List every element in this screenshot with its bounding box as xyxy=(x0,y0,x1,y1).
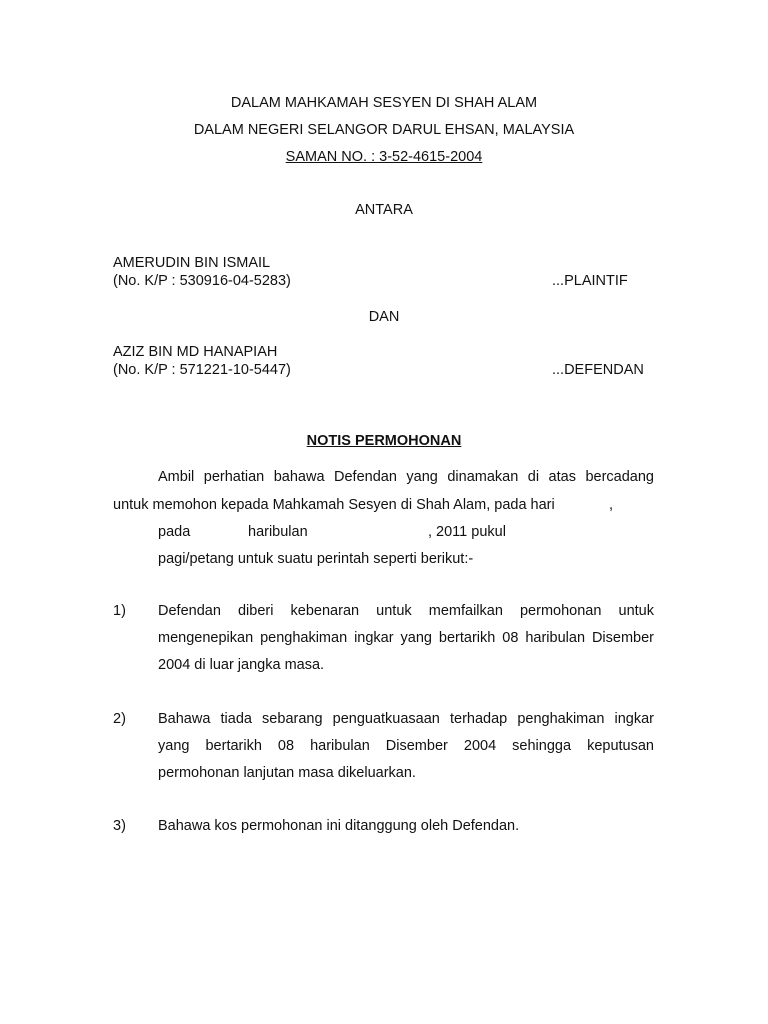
defendant-role: ...DEFENDAN xyxy=(552,362,644,378)
notice-title-text: NOTIS PERMOHONAN xyxy=(306,433,462,449)
case-number xyxy=(0,148,768,166)
order-3-line-1: Bahawa kos permohonan ini ditanggung oleh Defendan. xyxy=(158,818,520,834)
court-heading: DALAM MAHKAMAH SESYEN DI SHAH ALAM xyxy=(230,95,538,111)
order-1-line-3: 2004 di luar jangka masa. xyxy=(158,657,325,673)
order-2-number: 2) xyxy=(113,711,126,727)
defendant-ic: (No. K/P : 571221-10-5447) xyxy=(113,362,291,378)
case-number-text: SAMAN NO. : 3-52-4615-2004 xyxy=(285,149,483,165)
notice-line-4: pagi/petang untuk suatu perintah seperti berikut:- xyxy=(158,551,474,567)
notice-line-2-comma: , xyxy=(609,497,614,513)
notice-line-1: Ambil perhatian bahawa Defendan yang dinamakan di atas bercadang xyxy=(158,469,654,485)
order-1-line-2: mengenepikan penghakiman ingkar yang bertarikh 08 haribulan Disember xyxy=(158,630,654,646)
order-1-number: 1) xyxy=(113,603,126,619)
state-heading: DALAM NEGERI SELANGOR DARUL EHSAN, MALAYSIA xyxy=(193,122,575,138)
notice-title xyxy=(0,432,768,450)
notice-line-3-pada: pada xyxy=(158,524,191,540)
order-2-line-1: Bahawa tiada sebarang penguatkuasaan terhadap penghakiman ingkar xyxy=(158,711,654,727)
plaintiff-role: ...PLAINTIF xyxy=(552,273,628,289)
plaintiff-ic: (No. K/P : 530916-04-5283) xyxy=(113,273,291,289)
defendant-name: AZIZ BIN MD HANAPIAH xyxy=(113,344,278,360)
notice-line-3-haribulan: haribulan xyxy=(248,524,308,540)
order-2-line-3: permohonan lanjutan masa dikeluarkan. xyxy=(158,765,416,781)
and-label: DAN xyxy=(368,309,400,325)
notice-line-2: untuk memohon kepada Mahkamah Sesyen di Shah Alam, pada hari xyxy=(113,497,555,513)
order-3-number: 3) xyxy=(113,818,126,834)
order-2-line-2: yang bertarikh 08 haribulan Disember 2004 sehingga keputusan xyxy=(158,738,654,754)
plaintiff-name: AMERUDIN BIN ISMAIL xyxy=(113,255,271,271)
between-label: ANTARA xyxy=(355,202,413,218)
order-1-line-1: Defendan diberi kebenaran untuk memfailkan permohonan untuk xyxy=(158,603,654,619)
notice-line-3-year: , 2011 pukul xyxy=(428,524,506,540)
